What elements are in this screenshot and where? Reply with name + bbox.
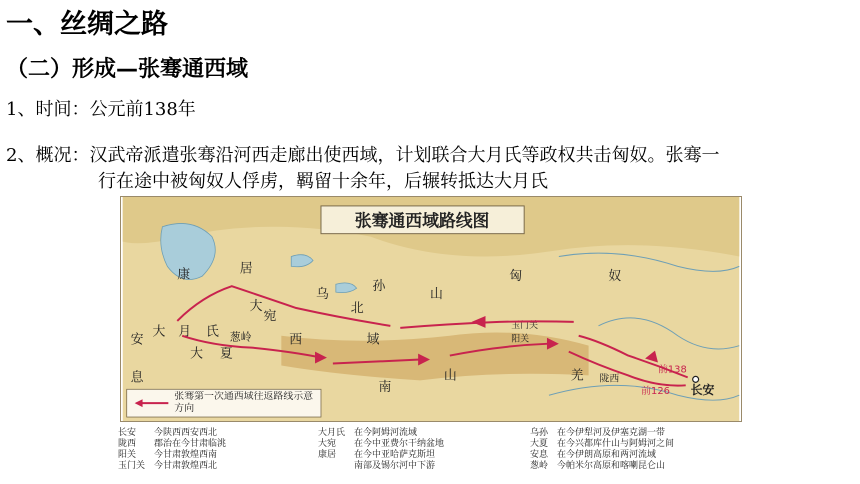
region-nan: 南 [378,380,392,396]
region-congling: 葱岭 [229,330,252,344]
route-map [120,196,742,422]
legend-column-1 [118,428,226,472]
legend-entry: 阳关 今甘肃敦煌西南 [118,450,218,460]
region-bei: 北 [350,300,364,316]
region-ju: 居 [239,261,253,277]
region-da-xia-1: 大 [190,346,204,362]
time-line: 1、时间：公元前138年 [6,99,196,120]
region-wu: 乌 [316,287,329,303]
overview-line-1: 2、概况：汉武帝派遣张骞沿河西走廊出使西域，计划联合大月氏等政权共击匈奴。张骞一 [6,145,720,166]
place-legend [118,428,738,482]
place-yangguan: 阳关 [511,334,530,345]
legend-entry: 陇西 郡治在今甘肃临洮 [118,439,227,449]
legend-entry: 玉门关 今甘肃敦煌西北 [118,461,218,471]
region-xiong: 匈 [509,269,523,285]
legend-entry: 乌孙 在今伊犁河及伊塞克湖一带 [530,428,666,438]
region-xi-anxi: 息 [130,370,144,386]
legend-entry: 大宛 在今中亚费尔干纳盆地 [318,439,445,449]
region-yue: 月 [178,324,192,340]
page-title: 一、丝绸之路 [6,9,168,40]
legend-entry: 康居 在今中亚哈萨克斯坦 [318,450,436,460]
legend-label: 张骞第一次通西域往返路线示意方向 [174,391,314,415]
legend-column-2 [318,428,444,472]
region-qiang: 羌 [570,368,584,384]
place-longxi: 陇西 [599,373,620,385]
region-wan: 宛 [263,308,277,324]
legend-entry: 大夏 在今兴都库什山与阿姆河之间 [530,439,675,449]
legend-entry: 葱岭 今帕米尔高原和喀喇昆仑山 [530,461,666,471]
legend-entry: 安息 在今伊朗高原和两河流域 [530,450,657,460]
place-changan: 长安 [690,383,715,398]
region-shan-north: 山 [430,287,443,303]
region-yu: 域 [366,332,380,348]
region-an: 安 [130,332,144,348]
legend-entry: 大月氏 在今阿姆河流域 [318,428,418,438]
region-xia: 夏 [219,346,233,362]
map-title: 张骞通西域路线图 [354,210,490,231]
legend-entry: 长安 今陕西西安西北 [118,428,218,438]
route-label-138: 前138 [657,364,687,376]
overview-line-2: 行在途中被匈奴人俘虏，羁留十余年，后辗转抵达大月氏 [98,171,548,192]
route-label-126: 前126 [641,386,670,398]
region-da-yue-1: 大 [152,324,166,340]
region-nu: 奴 [608,269,622,285]
region-shi: 氏 [206,324,219,340]
changan-marker [693,376,699,382]
region-da-wan-1: 大 [249,298,263,314]
region-sun: 孙 [372,279,386,295]
place-yumenguan: 玉门关 [511,320,539,331]
legend-entry: 南部及锡尔河中下游 [318,461,436,471]
legend-column-3 [530,428,674,472]
region-kang: 康 [177,267,191,283]
region-shan-south: 山 [443,368,457,384]
region-xi: 西 [289,332,303,348]
section-title: （二）形成—张骞通西域 [6,57,249,82]
